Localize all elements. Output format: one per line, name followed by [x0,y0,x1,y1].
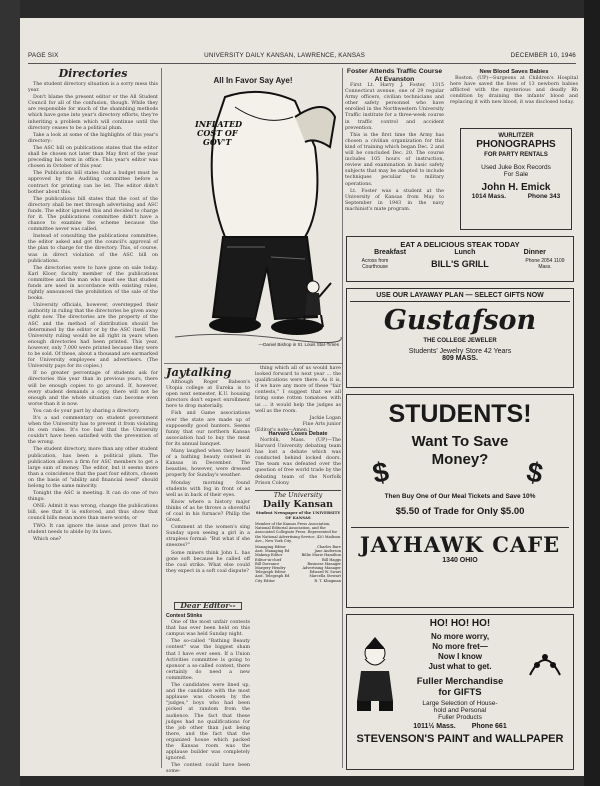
editors-note: (Editor's note—Amen.) [255,427,311,433]
jaytalking-column [166,366,250,591]
stev-name: STEVENSON'S PAINT and WALLPAPER [356,733,564,745]
wurl-l3: FOR PARTY RENTALS [484,152,548,158]
jay-deal: Then Buy One of Our Meal Tickets and Save 10% [384,493,536,500]
paragraph: Take a look at some of the highlights of this year's directory: [28,132,158,144]
paragraph: Fish and Game associations over the state are made up of supposedly good hunters. Seems funny that our northern Kansas association had to buy the meat for its annual banquet. [166,411,250,447]
grill-breakfast: Breakfast [374,249,407,256]
directories-title: Directories [58,67,128,80]
directories-editorial [28,68,158,768]
staff-role: Asst. Telegraph Ed [255,574,290,579]
stev-sub1: Fuller Merchandise [416,676,504,687]
foster-story [345,68,444,233]
staff-role: Asst. Managing Ed [255,549,290,554]
paragraph: Instead of consulting the publications committee, the editor asked and got the council's approval of the plan to charge for the directory. This, of course, was in direct violation of the ASC bill on publications. [28,234,158,264]
svg-text:INFLATEDCOST OFGOV'T: INFLATED COST OF GOV'T [195,119,243,147]
jay-price: $5.50 of Trade for Only $5.00 [395,506,525,517]
bills-grill-ad [346,236,574,282]
paragraph: Tonight the ASC is meeting. It can do one of two things: [28,491,158,503]
paragraph: Monday morning found students with fog in front of as well as in back of their eyes. [166,480,250,498]
stev-line-2: No more fret— [432,642,488,651]
paragraph: The directories were to have gone on sale today. Karl Kloor, faculty member of the publications committee and the man who must see that student funds are used in accordance with existing rules, rightly announced the prohibition of the sale of the books. [28,265,158,302]
paragraph: The so-called "Bathing Beauty contest" was the biggest sham that I have ever seen. If a Union Activities committee is going to sponsor a so-called contest, there certainly do need a new committee. [166,639,250,681]
gustafson-ad [346,288,574,388]
wurl-l1: WURLITZER [498,133,534,139]
newspaper-page [20,18,584,776]
babies-story [450,68,578,136]
dollar-sign-left: $ [369,455,392,490]
staff-person: Edward W. Swart [309,570,341,575]
staff-person: Advertising Manager [302,566,341,571]
dollar-sign-right: $ [524,455,547,490]
paragraph: Comment at the women's sing Sunday upon seeing a girl in a strapless formal: "But what if she sneezes?" [166,525,250,549]
paragraph: University officials, however, overstepped their authority in ruling that the directories be given away right now. The directories are the property of the ASC and the method of distribution should be determined by the editor or by the ASC itself. The University ruling would be all right in years when enough directories had been printed. This year, however, only 7,000 were printed because they were to be sold. Of these, about a thousand are earmarked for University employees and advertisers. (The University pays for its copies.) [28,303,158,370]
jaytalking-continued [255,366,341,433]
staff-person: Charles Bare [317,545,341,550]
staff-role: Bill Dorrance [255,561,280,566]
mast-sub: Student Newspaper of the UNIVERSITY OF KANSAS [255,510,341,520]
paragraph: The student directory, more than any other student publication, has been a political plum. The publication allows a firm for ASC members to get a large sum of money. The editor, but it seems more than a coincidence that the past four editors, chosen on the basis of "ability and financial need" should belong to the same minority. [28,447,158,489]
kansan-masthead [255,490,341,598]
foster-head: Foster Attends Traffic Course At Evanston [346,68,443,83]
wurl-phone: Phone 343 [527,193,561,200]
grill-dinner: Dinner [523,249,546,256]
staff-role: Margery Hendry [255,566,286,571]
directories-body [28,82,158,543]
wurl-l2: PHONOGRAPHS [476,139,556,150]
foster-body [345,83,444,213]
babies-head: New Blood Saves Babies [479,69,549,75]
letters-column [166,600,250,775]
cartoon-title: All In Favor Say Aye! [213,76,293,85]
stev-top: HO! HO! HO! [429,618,491,629]
editorial-cartoon [165,76,341,364]
debate-story [255,427,341,488]
gust-addr: 809 MASS. [442,355,478,362]
paragraph: This is the first time the Army has chosen a civilian organization for this kind of training which began Dec. 2 and will be concluded Dec. 20. The course includes 105 hours of instruction, review and examination in basic safety subjects that may be adapted to include techniques peculiar to military operations. [345,132,444,187]
gust-top: USE OUR LAYAWAY PLAN — SELECT GIFTS NOW [350,292,570,302]
jay-want: Want To Save [411,433,509,450]
grill-location: Across from Courthouse [361,258,389,270]
staff-person: Business Manager [307,561,341,566]
babies-body: Boston. (UP)—Surgeons at Children's Hospital here have saved the lives of 13 newborn babies afflicted with the mysterious and deadly Rh condition by draining the infants' blood and replacing it with new blood, it was disclosed today. [450,76,578,106]
jay-name: JAYHAWK CAFE [351,527,569,557]
stev-addr: 1011½ Mass. [413,723,456,730]
debate-head: Harvard Loses Debate [268,431,328,437]
staff-person: Bill Haggs [322,557,341,562]
page-header [28,52,576,64]
mast-name: Daily Kansan [262,499,334,510]
wurlitzer-ad [460,128,572,230]
paragraph: The candidates were lined up, and the candidate with the most applause was chosen by the "judges," boys who had been picked at random from the audience. The fact that these judges had no qualifications for the job other than just being there, and the fact that the organized house which packed the Kansas room was the applause builder was completely ignored. [166,683,250,762]
mast-the: The University [273,491,323,499]
debate-body: Norfolk, Mass. (UP)—The Harvard University debating team has lost a debate which was conducted behind locked doors. The team was defeated over the question of free world trade by the debating team of the Norfolk Prison Colony. [255,438,341,486]
page-date: DECEMBER 10, 1946 [510,52,576,59]
wurl-l5: For Sale [503,171,529,178]
paragraph: The publications bill states that the cost of the directory shall be met through advertising and ASC funds. The editor ignored this and decided to charge for it. The publications committee didn't have a chance to examine the scheme because the committee never was called. [28,196,158,233]
letter-body [166,620,250,775]
paragraph: It's a sad commentary on student government when the University has to prevent it from violating its own rules. It's too bad that the University couldn't have been satisfied with the prevention of the wrong. [28,415,158,446]
staff-role: Makeup Editor [255,553,283,558]
mast-staff [255,545,341,583]
paragraph: TWO: It can ignore the issue and prove that no student needs to abide by its laws. [28,523,158,535]
column-rule [342,68,343,768]
jay-students: STUDENTS! [388,400,532,428]
letter-signature-title: Fine Arts junior [302,421,341,427]
masthead-line: UNIVERSITY DAILY KANSAN, LAWRENCE, KANSAS [204,52,366,59]
mast-info: Member of the Kansas Press Association, National Editorial Association, and the Associated Collegiate Press. Represented for the National Advertising Service, 420 Madison Ave., New York City. [255,522,341,543]
jay-addr: 1340 OHIO [442,557,478,564]
staff-person: Jane Anderson [314,549,341,554]
stev-line-1: No more worry, [430,632,490,641]
stev-desc2: hold and Personal [433,707,487,714]
staff-row [255,579,341,583]
staff-role: Managing Editor [255,545,286,550]
santa-illustration [353,637,397,715]
staff-role: Editor-in-chief [255,557,282,562]
letter-signature: Jackie Logan [309,415,341,421]
cartoon-credit: —Daniel Bishop in St. Louis Star-Times [258,342,339,347]
scan-left-edge [0,0,20,786]
section-rule [164,363,342,364]
stev-desc3: Fuller Products [438,714,482,721]
gust-sub: THE COLLEGE JEWELER [423,338,497,344]
letter-head: Contest Stinks [166,613,203,620]
dear-editor-title: Dear Editor-- [174,602,242,610]
wurl-addr: 1014 Mass. [471,193,507,200]
grill-phone: Phone 2054 1109 Mass. [525,258,565,270]
scan-right-edge [584,0,600,786]
staff-role: City Editor [255,578,275,583]
stevensons-ad [346,614,574,770]
stev-sub2: for GIFTS [438,687,482,698]
grill-lunch: Lunch [454,249,476,256]
paragraph: The student directory situation is a sorry mess this year. [28,82,158,94]
grill-top: EAT A DELICIOUS STEAK TODAY [400,240,520,249]
stev-phone: Phone 661 [471,723,507,730]
column-rule [161,68,162,768]
staff-role: Telegraph Editor [255,570,286,575]
holly-illustration [525,635,565,685]
paragraph: The Publication bill states that a budget must be approved by the Auditing committee before a contract for printing can be let. The editor didn't bother about this. [28,171,158,195]
jaytalking-letter [255,366,341,415]
paragraph: ONE: Admit it was wrong, change the publications bill, see that it is enforced, and thus show that council bills mean more than mere words; or [28,504,158,522]
paragraph: One of the most unfair contests that has ever been held on this campus was held Sunday night. [166,620,250,638]
jay-money: Money? [431,451,489,468]
gust-name: Gustafson [383,305,537,336]
paragraph: The contest could have been some- [166,763,250,775]
paragraph: If no greater percentage of students ask for directories this year than in previous years, there will be enough copies to go around. If, however, every student demands a copy, there will not be enough and the whole situation can become even worse than it is now. [28,371,158,407]
paragraph: First Lt. Harry J. Foster, 1315 Connecticut avenue, one of 29 regular Army officers, civilian technicians and other safety personnel who have enrolled in the Northwestern University Traffic institute for a three-week course in traffic control and accident prevention. [345,83,444,131]
paragraph: thing which all of us would have looked forward to next year ... the qualifications were there. As it is, if we have any more of these "fair contests," I suggest that we all bring some rotten tomatoes with us ... it would help the judges as well as the room. [255,366,341,414]
staff-person: Billie Marie Hamilton [301,553,341,558]
stev-line-4: Just what to get. [428,662,492,671]
jaytalking-title: Jaytalking [166,365,232,379]
cartoon-drawing [165,87,341,355]
gust-tag: Students' Jewelry Store 42 Years [408,348,512,355]
paragraph: Some miners think John L. has gone soft because he called off the coal strike. What else could they expect in a soft coal dispute? [166,550,250,574]
paragraph: The ASC bill on publications states that the editor shall be chosen not later than May first of the year preceding his term in office. This year's editor was chosen in October of this year. [28,145,158,170]
paragraph: Many laughed when they heard of a bathing beauty contest in Kansas in December. The beauties, however, were dressed properly for Sunday's weather. [166,449,250,479]
stev-desc1: Large Selection of House- [422,700,498,707]
paragraph: You can do your part by sharing a directory. [33,408,140,414]
wurl-l4: Used Juke Box Records [481,164,551,171]
paragraph: Although Roger Babson's Utopia college at Eureka is to open next semester, K.U. housing directors don't expect enrollment here to drop materially. [166,380,250,410]
stev-line-3: Now I know [438,652,482,661]
wurl-name: John H. Emick [481,182,551,193]
paragraph: Which one? [33,536,62,542]
jaytalking-body [166,380,250,575]
staff-person: Marcella Stewart [309,574,341,579]
grill-name: BILL'S GRILL [431,259,489,269]
page-number: PAGE SIX [28,52,59,59]
staff-person: R. T. Klingman [314,578,341,583]
paragraph: Lt. Foster was a student at the University of Kansas from May to September in 1943 in the navy machinist's mate program. [345,188,444,212]
paragraph: Know where a history major thinks of as he throws a shovelful of coal in his furnace? Philip the Great. [166,499,250,524]
jayhawk-cafe-ad [346,394,574,608]
paragraph: Don't blame the present editor or the All Student Council for all of the confusion, though. While they are responsible for much of the shambling methods which have gone into year's directory efforts, they're inheriting a problem which will continue until the directory ceases to be a political plum. [28,95,158,131]
